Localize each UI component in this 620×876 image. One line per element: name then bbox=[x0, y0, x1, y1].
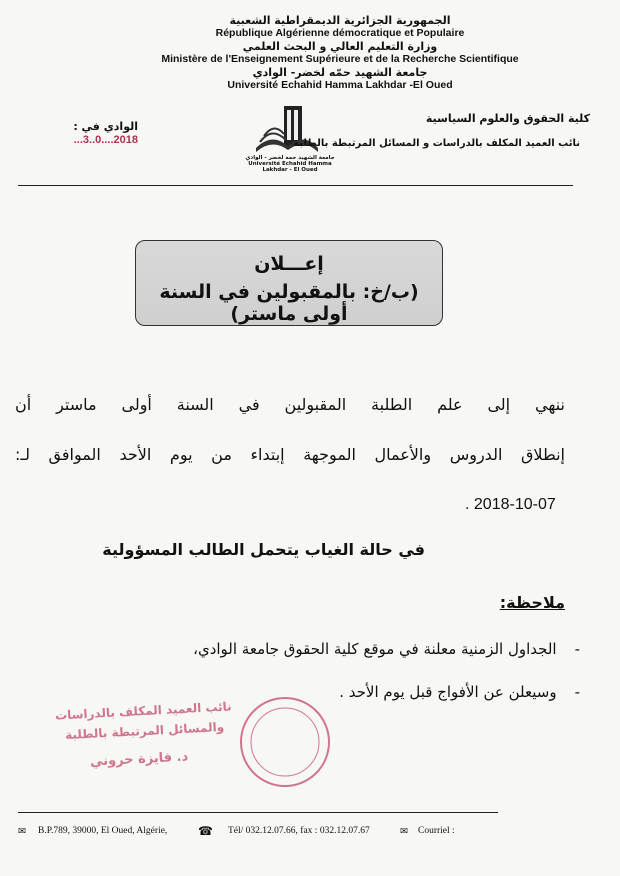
body-line-2: إنطلاق الدروس والأعمال الموجهة إبتداء من يوم الأحد الموافق لـ: bbox=[15, 445, 565, 464]
announcement-box bbox=[135, 240, 443, 326]
university-ar: جامعة الشهيد حمّه لخضر- الوادي bbox=[252, 66, 428, 79]
dean-title: نائب العميد المكلف بالدراسات و المسائل المرتبطة بالطلبة bbox=[293, 138, 580, 149]
body-line-1: ننهي إلى علم الطلبة المقبولين في السنة أولى ماستر أن bbox=[15, 395, 565, 414]
stamp-signature: د. فايزة حروني bbox=[89, 749, 189, 770]
footer-phone: Tél/ 032.12.07.66, fax : 032.12.07.67 bbox=[228, 826, 370, 836]
start-date: . 2018-10-07 bbox=[465, 496, 556, 513]
phone-icon: ☎ bbox=[198, 824, 213, 838]
absence-notice: في حالة الغياب يتحمل الطالب المسؤولية bbox=[102, 540, 425, 559]
stamp-line-1: نائب العميد المكلف بالدراسات bbox=[54, 699, 232, 723]
announcement-subtitle: (ب/خ: بالمقبولين في السنة أولى ماستر) bbox=[159, 281, 419, 325]
footer-divider bbox=[18, 812, 498, 813]
mail-icon: ✉ bbox=[18, 827, 26, 837]
date-value: 2018....0..3... bbox=[73, 134, 138, 146]
footer-email-label: Courriel : bbox=[418, 826, 455, 836]
place-date bbox=[18, 120, 138, 146]
ministry-fr: Ministère de l'Enseignement Supérieure et de la Recherche Scientifique bbox=[161, 53, 519, 65]
note-bullet-1: - الجداول الزمنية معلنة في موقع كلية الحقوق جامعة الوادي، bbox=[193, 640, 580, 658]
ministry-ar: وزارة التعليم العالي و البحث العلمي bbox=[242, 40, 438, 53]
republic-fr: République Algérienne démocratique et Populaire bbox=[215, 27, 465, 39]
header-divider bbox=[18, 185, 573, 186]
university-fr: Université Echahid Hamma Lakhdar -El Oued bbox=[227, 79, 453, 91]
note-bullet-2: - وسيعلن عن الأفواج قبل يوم الأحد . bbox=[339, 683, 580, 701]
email-icon: ✉ bbox=[400, 827, 408, 837]
republic-ar: الجمهورية الجزائرية الديمقراطية الشعبية bbox=[229, 14, 451, 27]
official-stamp bbox=[30, 692, 350, 802]
announcement-title: إعـــلان bbox=[254, 253, 324, 275]
round-seal-icon bbox=[230, 692, 340, 792]
logo-caption: جامعة الشهيد حمه لخضر - الوادي Université Echahid Hamma Lakhdar - El Oued bbox=[245, 155, 335, 173]
faculty-name: كلية الحقوق والعلوم السياسية bbox=[425, 112, 590, 125]
place-date-label: الوادي في : bbox=[73, 120, 138, 133]
stamp-line-2: والمسائل المرتبطة بالطلبة bbox=[64, 719, 225, 743]
note-heading: ملاحظة: bbox=[499, 593, 565, 612]
footer-address: B.P.789, 39000, El Oued, Algérie, bbox=[38, 826, 168, 836]
